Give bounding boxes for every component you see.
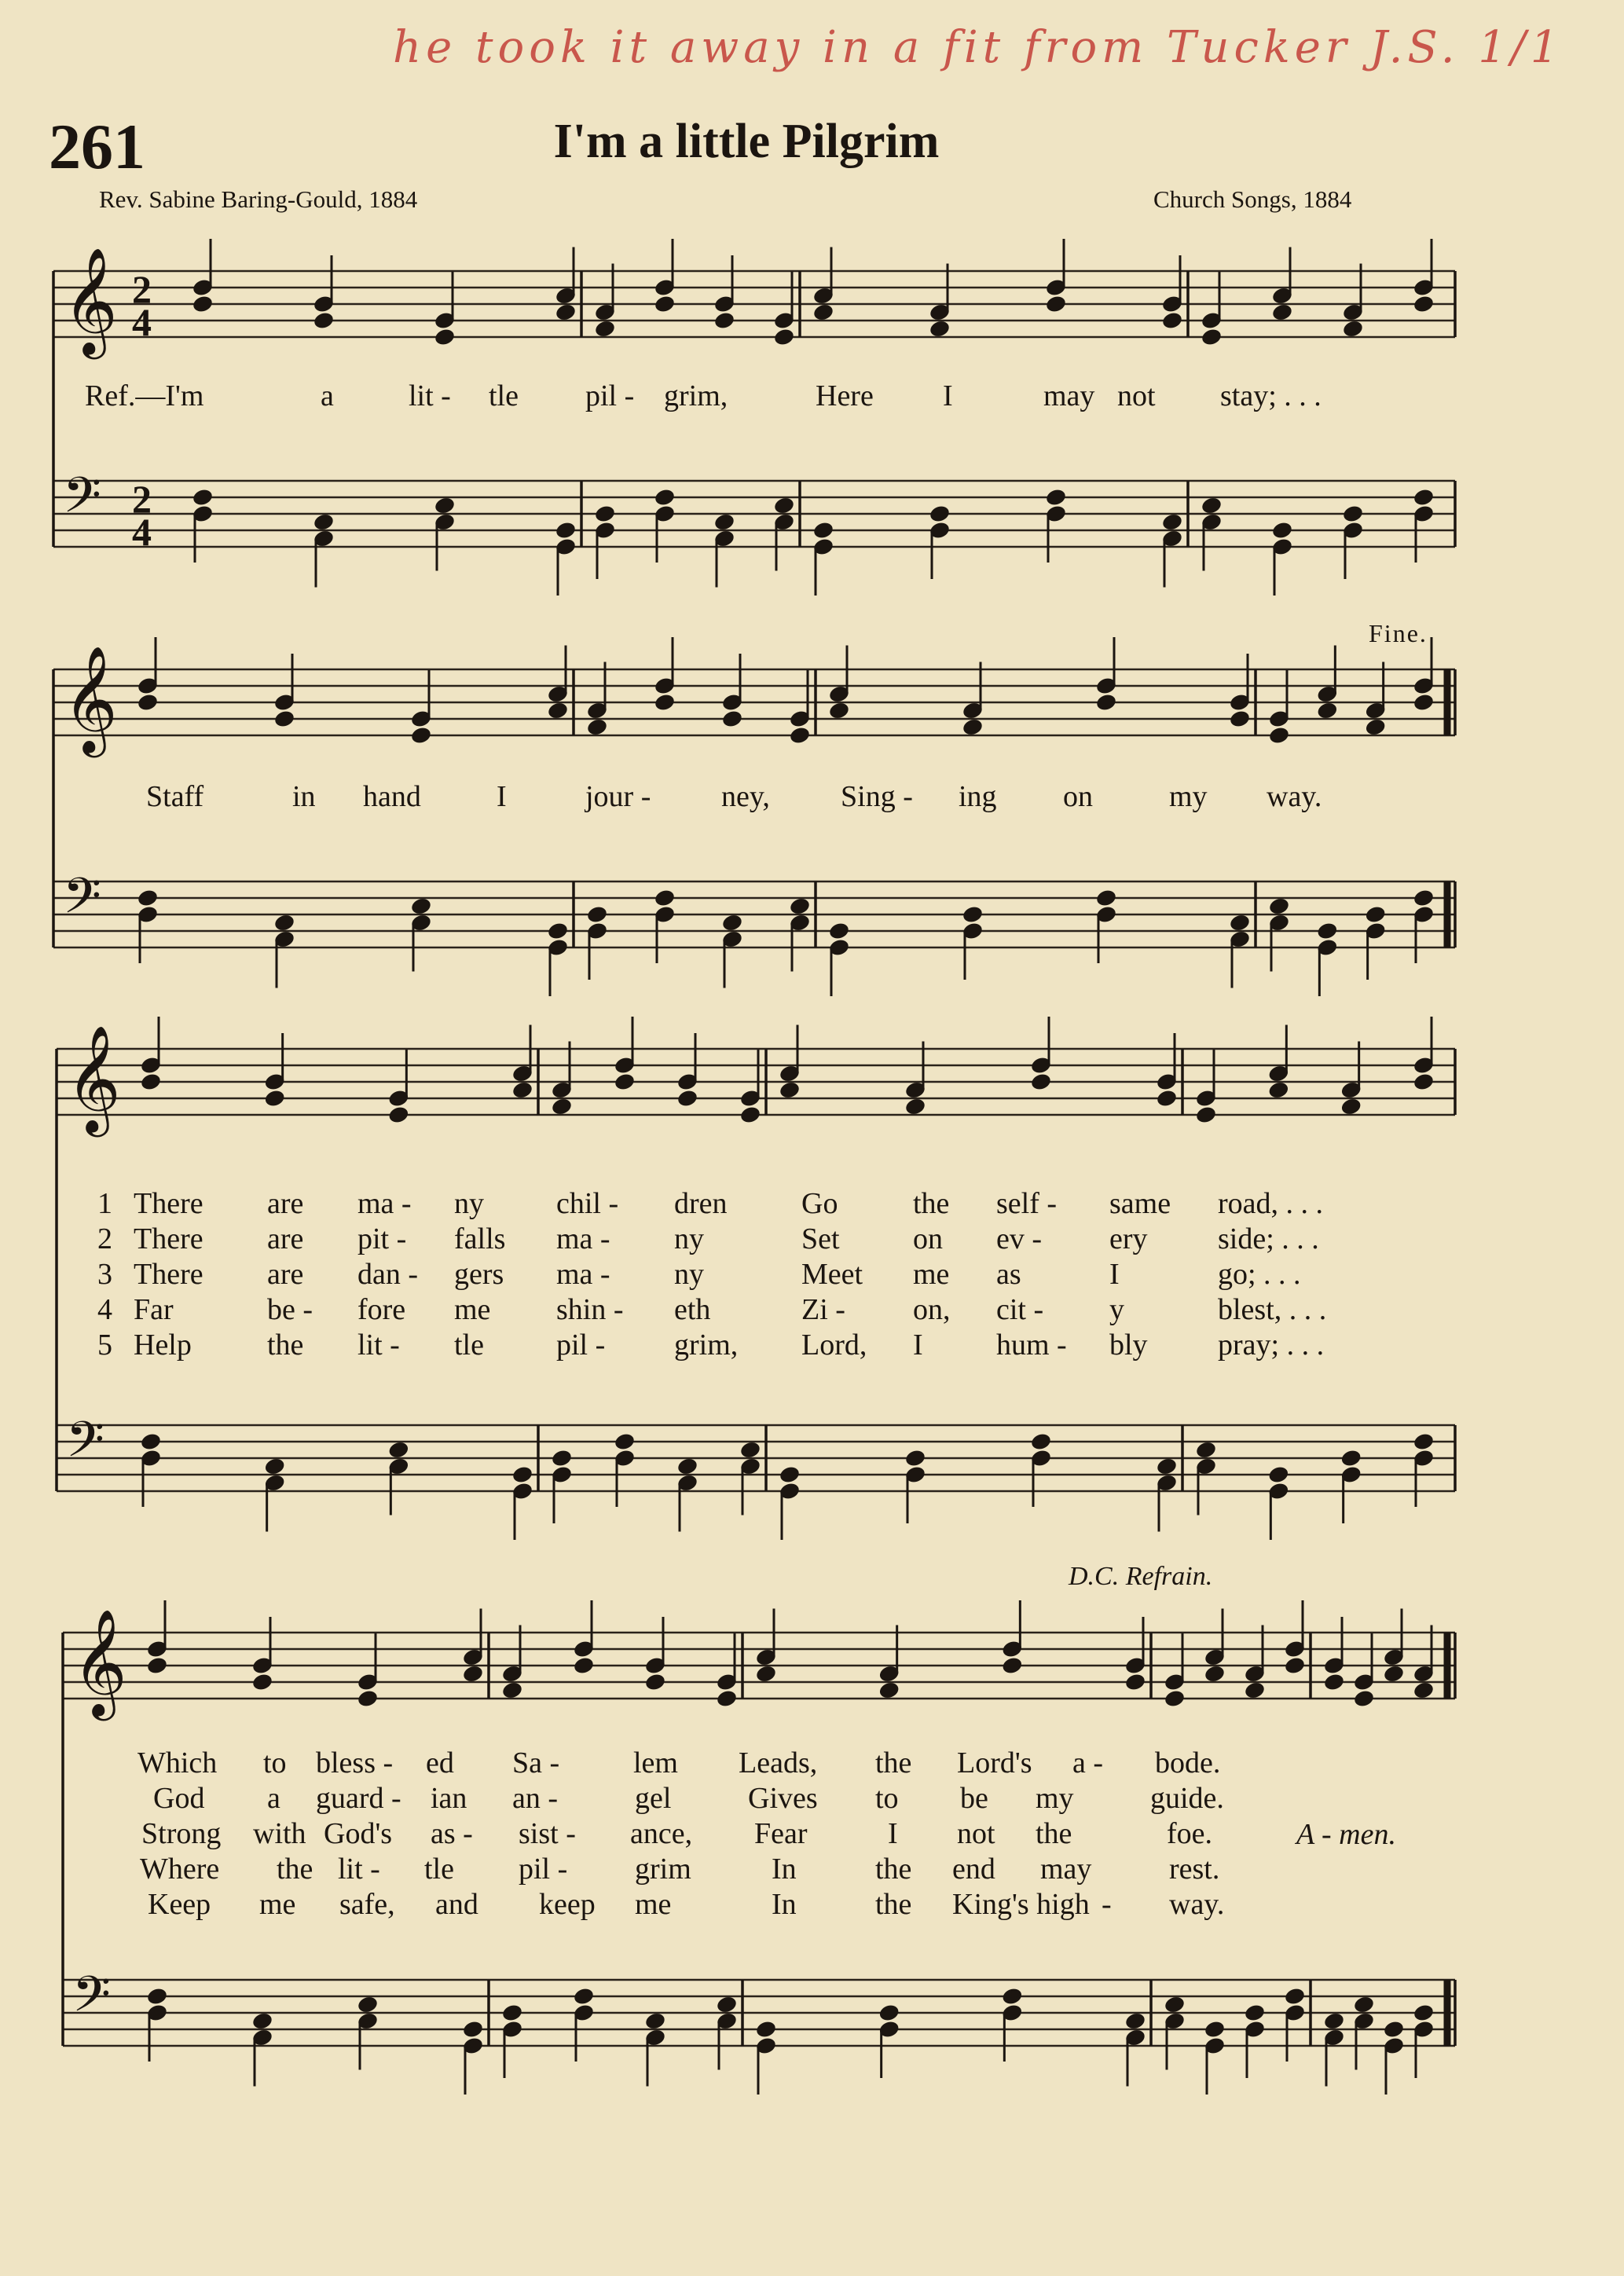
- verse-lyric: ma -: [556, 1258, 610, 1291]
- verse-lyric: guide.: [1150, 1782, 1224, 1815]
- treble-clef-icon: 𝄞: [63, 644, 118, 753]
- verse-lyric: -: [1102, 1888, 1112, 1921]
- note-head: [313, 310, 335, 330]
- verse-lyric: rest.: [1169, 1853, 1220, 1886]
- note-head: [273, 913, 296, 933]
- verse-lyric: hum -: [996, 1329, 1067, 1362]
- refrain-lyric: Sing -: [841, 780, 913, 813]
- note-head: [434, 496, 456, 515]
- note-head: [1267, 1464, 1290, 1484]
- verse-lyric: lit -: [357, 1329, 400, 1362]
- note-head: [1413, 1680, 1435, 1700]
- refrain-lyric: ing: [959, 780, 997, 813]
- verse-lyric: pray; . . .: [1218, 1329, 1325, 1362]
- note-head: [716, 1995, 739, 2014]
- note-head: [812, 302, 835, 322]
- treble-staff: [63, 1633, 1455, 1699]
- verse-lyric: the: [875, 1853, 912, 1886]
- note-head: [547, 701, 570, 720]
- note-head: [1323, 2011, 1346, 2031]
- verse-lyric: King's high: [952, 1888, 1090, 1921]
- note-head: [251, 2011, 274, 2031]
- verse-lyric: gel: [635, 1782, 672, 1815]
- verse-lyric: are: [267, 1222, 304, 1255]
- refrain-lyric: way.: [1267, 780, 1322, 813]
- verse-lyric: pil -: [556, 1329, 606, 1362]
- verse-lyric: the: [875, 1888, 912, 1921]
- verse-lyric: the: [913, 1187, 950, 1220]
- note-head: [1161, 310, 1184, 330]
- note-head: [739, 1440, 762, 1460]
- note-head: [1340, 1097, 1362, 1116]
- treble-clef-icon: 𝄞: [72, 1607, 127, 1716]
- note-head: [501, 1680, 524, 1700]
- note-head: [1001, 1655, 1024, 1675]
- note-head: [1383, 2019, 1406, 2039]
- note-head: [779, 1080, 801, 1100]
- note-head: [140, 1072, 163, 1091]
- note-head: [1413, 692, 1435, 712]
- note-head: [721, 913, 744, 933]
- refrain-lyric: on: [1063, 780, 1093, 813]
- note-head: [644, 1672, 667, 1691]
- note-head: [1164, 1688, 1186, 1708]
- note-head: [1413, 487, 1435, 507]
- note-head: [716, 1688, 739, 1708]
- refrain-lyric: ney,: [721, 780, 770, 813]
- note-head: [573, 1986, 596, 2006]
- refrain-lyric: tle: [489, 379, 519, 412]
- verse-lyric: are: [267, 1187, 304, 1220]
- verse-lyric: end: [952, 1853, 995, 1886]
- verse-lyric: the: [1036, 1817, 1072, 1850]
- note-head: [1229, 913, 1252, 933]
- author-credit: Rev. Sabine Baring-Gould, 1884: [99, 185, 418, 213]
- note-head: [929, 319, 951, 339]
- note-head: [263, 1088, 286, 1108]
- note-head: [654, 294, 676, 313]
- refrain-lyric: may: [1043, 379, 1095, 412]
- note-head: [755, 2019, 778, 2039]
- note-head: [676, 1457, 699, 1476]
- verse-lyric: the: [267, 1329, 304, 1362]
- note-head: [1342, 504, 1365, 523]
- verse-lyric: bless -: [316, 1746, 394, 1779]
- note-head: [713, 512, 736, 532]
- note-head: [501, 2003, 524, 2022]
- note-head: [1271, 520, 1294, 540]
- verse-lyric: I: [1109, 1258, 1120, 1291]
- verse-lyric: on: [913, 1222, 943, 1255]
- note-head: [654, 487, 676, 507]
- note-head: [357, 1995, 379, 2014]
- verse-lyric: an -: [512, 1782, 559, 1815]
- verse-lyric: Fear: [754, 1817, 808, 1850]
- note-head: [713, 310, 736, 330]
- verse-lyric: be -: [267, 1293, 313, 1326]
- verse-lyric: ev -: [996, 1222, 1043, 1255]
- note-head: [1156, 1088, 1179, 1108]
- verse-lyric: self -: [996, 1187, 1058, 1220]
- note-head: [1413, 2003, 1435, 2022]
- note-head: [1342, 319, 1365, 339]
- verse-lyric: bly: [1109, 1329, 1148, 1362]
- note-head: [434, 327, 456, 346]
- note-head: [1316, 921, 1339, 940]
- verse-number: 1: [97, 1187, 112, 1220]
- note-head: [1323, 1672, 1346, 1691]
- note-head: [251, 1672, 274, 1691]
- refrain-lyric: Ref.—I'm: [85, 379, 204, 412]
- verse-number: 2: [97, 1222, 112, 1255]
- note-head: [828, 921, 851, 940]
- verse-lyric: Set: [801, 1222, 840, 1255]
- note-head: [1364, 904, 1387, 924]
- note-head: [140, 1431, 163, 1451]
- note-head: [573, 1655, 596, 1675]
- verse-lyric: lem: [633, 1746, 678, 1779]
- note-head: [878, 1680, 900, 1700]
- note-head: [313, 512, 335, 532]
- note-head: [755, 1664, 778, 1684]
- refrain-lyric: jour -: [585, 780, 651, 813]
- note-head: [1030, 1431, 1053, 1451]
- verse-lyric: may: [1040, 1853, 1092, 1886]
- note-head: [1364, 717, 1387, 737]
- verse-lyric: In: [772, 1853, 797, 1886]
- note-head: [1244, 2003, 1267, 2022]
- verse-lyric: grim: [635, 1853, 691, 1886]
- note-head: [904, 1097, 927, 1116]
- note-head: [1201, 496, 1223, 515]
- verse-lyric: blest, . . .: [1218, 1293, 1327, 1326]
- verse-lyric: road, . . .: [1218, 1187, 1324, 1220]
- note-head: [387, 1440, 410, 1460]
- note-head: [878, 2003, 900, 2022]
- refrain-lyric: grim,: [664, 379, 728, 412]
- verse-lyric: fore: [357, 1293, 406, 1326]
- note-head: [551, 1097, 574, 1116]
- note-head: [789, 896, 812, 916]
- note-head: [1001, 1986, 1024, 2006]
- note-head: [773, 327, 796, 346]
- bass-clef-icon: 𝄢: [63, 466, 101, 536]
- verse-lyric: to: [263, 1746, 287, 1779]
- note-head: [1244, 1680, 1267, 1700]
- bass-clef-icon: 𝄢: [72, 1965, 111, 2035]
- note-head: [1204, 1664, 1226, 1684]
- note-head: [1164, 1995, 1186, 2014]
- verse-lyric: on,: [913, 1293, 951, 1326]
- verse-number: 5: [97, 1329, 112, 1362]
- note-head: [137, 888, 159, 907]
- verse-lyric: as -: [431, 1817, 473, 1850]
- note-head: [551, 1448, 574, 1468]
- verse-lyric: y: [1109, 1293, 1124, 1326]
- verse-lyric: falls: [454, 1222, 506, 1255]
- note-head: [192, 487, 214, 507]
- verse-lyric: tle: [424, 1853, 454, 1886]
- source-credit: Church Songs, 1884: [1153, 185, 1352, 213]
- note-head: [357, 1688, 379, 1708]
- verse-lyric: are: [267, 1258, 304, 1291]
- refrain-lyric: I: [943, 379, 953, 412]
- verse-lyric: me: [913, 1258, 950, 1291]
- note-head: [739, 1105, 762, 1124]
- note-head: [1316, 701, 1339, 720]
- refrain-lyric: Here: [816, 379, 874, 412]
- note-head: [555, 302, 577, 322]
- refrain-lyric: Staff: [146, 780, 204, 813]
- verse-lyric: to: [875, 1782, 899, 1815]
- note-head: [676, 1088, 699, 1108]
- note-head: [962, 717, 984, 737]
- verse-lyric: ance,: [630, 1817, 693, 1850]
- note-head: [789, 725, 812, 745]
- verse-lyric: foe.: [1167, 1817, 1213, 1850]
- note-head: [654, 888, 676, 907]
- verse-lyric: safe,: [339, 1888, 395, 1921]
- verse-lyric: Go: [801, 1187, 838, 1220]
- refrain-lyric: a: [321, 379, 334, 412]
- note-head: [1045, 294, 1068, 313]
- verse-lyric: bode.: [1155, 1746, 1221, 1779]
- note-head: [1124, 2011, 1147, 2031]
- refrain-lyric: stay; . . .: [1220, 379, 1322, 412]
- note-head: [721, 709, 744, 728]
- verse-lyric: Lord,: [801, 1329, 867, 1362]
- verse-lyric: ny: [454, 1187, 484, 1220]
- amen-lyric: A - men.: [1296, 1818, 1396, 1851]
- verse-lyric: the: [277, 1853, 313, 1886]
- verse-lyric: dren: [674, 1187, 728, 1220]
- bass-clef-icon: 𝄢: [63, 867, 101, 936]
- refrain-lyric: hand: [363, 780, 421, 813]
- dc-refrain-marker: D.C. Refrain.: [1069, 1562, 1213, 1591]
- verse-lyric: go; . . .: [1218, 1258, 1301, 1291]
- note-head: [462, 1664, 485, 1684]
- time-signature-bottom: 4: [132, 300, 152, 344]
- verse-lyric: eth: [674, 1293, 711, 1326]
- note-head: [614, 1431, 636, 1451]
- time-signature-top: 2: [132, 267, 152, 311]
- verse-lyric: me: [259, 1888, 296, 1921]
- verse-lyric: Meet: [801, 1258, 863, 1291]
- verse-lyric: Sa -: [512, 1746, 560, 1779]
- note-head: [462, 2019, 485, 2039]
- note-head: [1267, 1080, 1290, 1100]
- verse-lyric: not: [957, 1817, 995, 1850]
- verse-lyric: In: [772, 1888, 797, 1921]
- verse-lyric: grim,: [674, 1329, 739, 1362]
- verse-lyric: ed: [426, 1746, 454, 1779]
- treble-clef-icon: 𝄞: [63, 246, 118, 354]
- verse-lyric: There: [134, 1222, 203, 1255]
- verse-lyric: lit -: [338, 1853, 380, 1886]
- note-head: [773, 496, 796, 515]
- verse-lyric: with: [253, 1817, 306, 1850]
- note-head: [1353, 1688, 1376, 1708]
- verse-lyric: way.: [1169, 1888, 1225, 1921]
- note-head: [828, 701, 851, 720]
- verse-lyric: Keep: [148, 1888, 211, 1921]
- verse-lyric: be: [960, 1782, 988, 1815]
- verse-lyric: Help: [134, 1329, 192, 1362]
- note-head: [586, 717, 609, 737]
- note-head: [1095, 692, 1118, 712]
- note-head: [1161, 512, 1184, 532]
- verse-lyric: as: [996, 1258, 1021, 1291]
- verse-lyric: and: [435, 1888, 478, 1921]
- note-head: [654, 692, 676, 712]
- note-head: [1340, 1448, 1362, 1468]
- verse-lyric: the: [875, 1746, 912, 1779]
- treble-clef-icon: 𝄞: [66, 1024, 121, 1132]
- verse-lyric: There: [134, 1187, 203, 1220]
- hymn-title: I'm a little Pilgrim: [553, 115, 940, 168]
- treble-staff: [53, 271, 1455, 337]
- verse-lyric: my: [1036, 1782, 1074, 1815]
- note-head: [387, 1105, 410, 1124]
- verse-lyric: sist -: [519, 1817, 576, 1850]
- verse-lyric: pit -: [357, 1222, 407, 1255]
- note-head: [644, 2011, 667, 2031]
- note-head: [1268, 725, 1291, 745]
- note-head: [511, 1464, 534, 1484]
- refrain-lyric: lit -: [409, 379, 451, 412]
- verse-lyric: ian: [431, 1782, 467, 1815]
- note-head: [1271, 302, 1294, 322]
- verse-lyric: ma -: [357, 1187, 412, 1220]
- time-signature-bottom: 4: [132, 510, 152, 554]
- note-head: [410, 896, 433, 916]
- verse-lyric: a: [267, 1782, 280, 1815]
- note-head: [1413, 888, 1435, 907]
- refrain-lyric: pil -: [585, 379, 635, 412]
- note-head: [1045, 487, 1068, 507]
- refrain-lyric: my: [1169, 780, 1208, 813]
- verse-lyric: keep: [539, 1888, 596, 1921]
- refrain-lyric: in: [292, 780, 316, 813]
- verse-lyric: pil -: [519, 1853, 568, 1886]
- verse-lyric: tle: [454, 1329, 484, 1362]
- verse-lyric: side; . . .: [1218, 1222, 1319, 1255]
- refrain-lyric: I: [497, 780, 507, 813]
- note-head: [547, 921, 570, 940]
- verse-lyric: ny: [674, 1222, 704, 1255]
- verse-lyric: a -: [1072, 1746, 1104, 1779]
- note-head: [1284, 1655, 1307, 1675]
- note-head: [410, 725, 433, 745]
- note-head: [1195, 1440, 1218, 1460]
- note-head: [146, 1655, 169, 1675]
- verse-lyric: There: [134, 1258, 203, 1291]
- note-head: [192, 294, 214, 313]
- note-head: [1204, 2019, 1226, 2039]
- note-head: [273, 709, 296, 728]
- verse-lyric: God: [153, 1782, 205, 1815]
- note-head: [1353, 1995, 1376, 2014]
- note-head: [962, 904, 984, 924]
- note-head: [1201, 327, 1223, 346]
- note-head: [614, 1072, 636, 1091]
- verse-number: 4: [97, 1293, 112, 1326]
- note-head: [1124, 1672, 1147, 1691]
- note-head: [263, 1457, 286, 1476]
- note-head: [1030, 1072, 1053, 1091]
- refrain-lyric: not: [1117, 379, 1156, 412]
- verse-lyric: God's: [324, 1817, 393, 1850]
- verse-lyric: I: [888, 1817, 898, 1850]
- note-head: [904, 1448, 927, 1468]
- bass-staff: [53, 481, 1455, 547]
- verse-lyric: chil -: [556, 1187, 619, 1220]
- note-head: [594, 504, 617, 523]
- verse-lyric: same: [1109, 1187, 1171, 1220]
- note-head: [779, 1464, 801, 1484]
- verse-lyric: Gives: [748, 1782, 818, 1815]
- note-head: [146, 1986, 169, 2006]
- note-head: [1413, 294, 1435, 313]
- note-head: [1095, 888, 1118, 907]
- note-head: [594, 319, 617, 339]
- note-head: [1229, 709, 1252, 728]
- verse-lyric: ma -: [556, 1222, 610, 1255]
- note-head: [1413, 1431, 1435, 1451]
- note-head: [137, 692, 159, 712]
- verse-lyric: dan -: [357, 1258, 419, 1291]
- note-head: [511, 1080, 534, 1100]
- verse-lyric: shin -: [556, 1293, 624, 1326]
- note-head: [586, 904, 609, 924]
- handwritten-note: he took it away in a fit from Tucker J.S. 1/1: [393, 22, 1564, 73]
- verse-lyric: ny: [674, 1258, 704, 1291]
- verse-lyric: Lord's: [957, 1746, 1032, 1779]
- verse-lyric: ery: [1109, 1222, 1148, 1255]
- note-head: [1268, 896, 1291, 916]
- verse-lyric: Where: [140, 1853, 220, 1886]
- verse-lyric: Zi -: [801, 1293, 845, 1326]
- note-head: [812, 520, 835, 540]
- verse-lyric: Far: [134, 1293, 174, 1326]
- verse-lyric: Leads,: [739, 1746, 818, 1779]
- verse-lyric: cit -: [996, 1293, 1044, 1326]
- note-head: [555, 520, 577, 540]
- note-head: [1284, 1986, 1307, 2006]
- verse-lyric: gers: [454, 1258, 504, 1291]
- note-head: [1383, 1664, 1406, 1684]
- verse-lyric: guard -: [316, 1782, 401, 1815]
- fine-marker: Fine.: [1369, 619, 1428, 647]
- verse-lyric: I: [913, 1329, 923, 1362]
- verse-lyric: me: [454, 1293, 491, 1326]
- note-head: [1156, 1457, 1179, 1476]
- note-head: [929, 504, 951, 523]
- verse-number: 3: [97, 1258, 112, 1291]
- hymn-number: 261: [49, 111, 145, 182]
- verse-lyric: me: [635, 1888, 672, 1921]
- note-head: [1413, 1072, 1435, 1091]
- verse-lyric: Strong: [141, 1817, 222, 1850]
- time-signature-top: 2: [132, 477, 152, 521]
- note-head: [1195, 1105, 1218, 1124]
- verse-lyric: Which: [137, 1746, 218, 1779]
- bass-clef-icon: 𝄢: [66, 1410, 104, 1480]
